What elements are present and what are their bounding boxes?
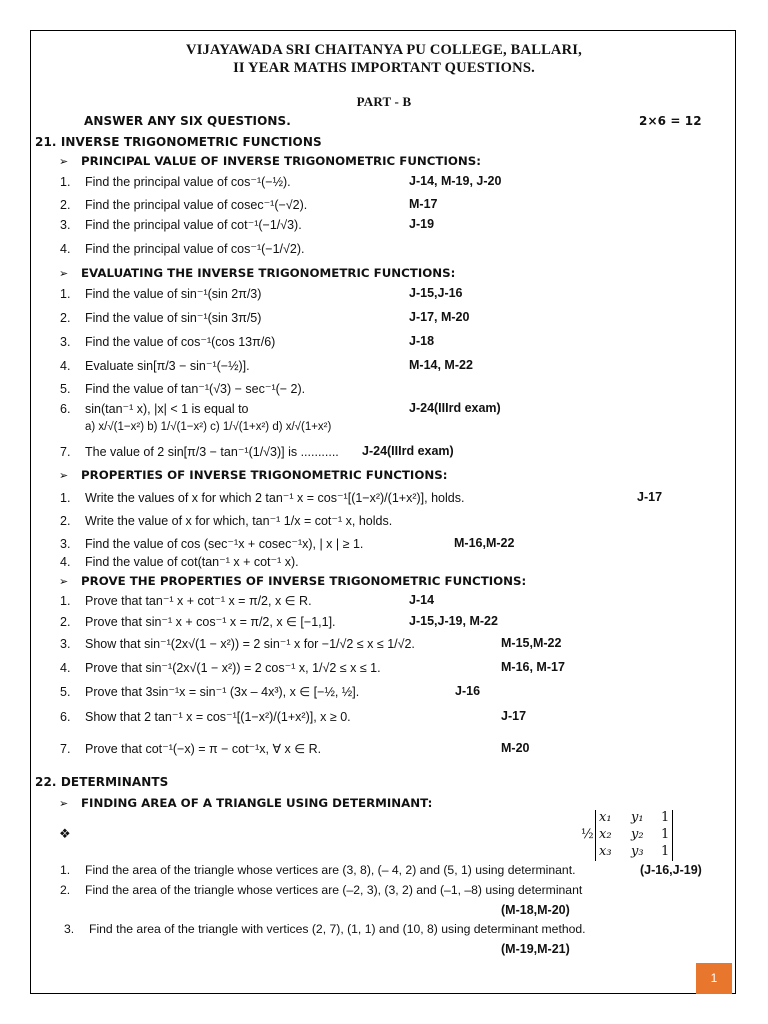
subsection-heading: [59, 266, 455, 280]
question-item: 3. Show that sin⁻¹(2x√(1 − x²)) = 2 sin⁻¹ x for −1/√2 ≤ x ≤ 1/√2.: [60, 637, 415, 651]
question-item: 2. Prove that sin⁻¹ x + cos⁻¹ x = π/2, x ∈ [−1,1].: [60, 615, 336, 629]
exam-reference: M-15,M-22: [501, 636, 562, 650]
document-title: II YEAR MATHS IMPORTANT QUESTIONS.: [233, 60, 535, 76]
subsection-title: PROVE THE PROPERTIES OF INVERSE TRIGONOMETRIC FUNCTIONS:: [81, 574, 527, 588]
arrow-bullet-icon: ➢: [59, 267, 69, 280]
question-item: 3. Find the value of cos⁻¹(cos 13π/6): [60, 335, 276, 349]
question-item: 4. Prove that sin⁻¹(2x√(1 − x²)) = 2 cos⁻¹ x, 1/√2 ≤ x ≤ 1.: [60, 661, 381, 675]
exam-reference: J-15,J-16: [409, 286, 463, 300]
subsection-title: PRINCIPAL VALUE OF INVERSE TRIGONOMETRIC FUNCTIONS:: [81, 154, 481, 168]
section-title: 22. DETERMINANTS: [35, 775, 169, 789]
exam-reference: J-18: [409, 334, 435, 348]
subsection-title: EVALUATING THE INVERSE TRIGONOMETRIC FUNCTIONS:: [81, 266, 456, 280]
exam-reference: J-17, M-20: [409, 310, 470, 324]
exam-reference: (J-16,J-19): [640, 863, 702, 877]
matrix-cell: y₂: [631, 827, 644, 842]
area-determinant-formula: [581, 809, 677, 863]
question-item: 3. Find the principal value of cot⁻¹(−1/√3).: [60, 218, 302, 232]
matrix-cell: x₂: [599, 827, 612, 842]
matrix-cell: y₃: [631, 844, 644, 859]
arrow-bullet-icon: ➢: [59, 155, 69, 168]
question-item: 6. Show that 2 tan⁻¹ x = cos⁻¹[(1−x²)/(1+x²)], x ≥ 0.: [60, 710, 351, 724]
matrix-cell: x₁: [599, 810, 612, 825]
question-item: 1. Prove that tan⁻¹ x + cot⁻¹ x = π/2, x ∈ R.: [60, 594, 312, 608]
college-name: VIJAYAWADA SRI CHAITANYA PU COLLEGE, BALLARI,: [186, 42, 582, 58]
exam-reference: J-16: [455, 684, 481, 698]
question-item: 6. sin(tan⁻¹ x), |x| < 1 is equal to: [60, 402, 249, 416]
exam-reference: M-14, M-22: [409, 358, 473, 372]
question-item: 2. Find the value of sin⁻¹(sin 3π/5): [60, 311, 262, 325]
half-factor: ½: [581, 827, 594, 842]
exam-reference: J-19: [409, 217, 435, 231]
matrix-cell: 1: [661, 810, 670, 825]
matrix-cell: x₃: [599, 844, 612, 859]
question-item: 3. Find the area of the triangle with vertices (2, 7), (1, 1) and (10, 8) using determinant method.: [64, 922, 586, 936]
diamond-bullet-icon: ❖: [59, 826, 71, 841]
question-item: 7. The value of 2 sin[π/3 − tan⁻¹(1/√3)] is ...........: [60, 445, 339, 459]
question-item: 1. Find the value of sin⁻¹(sin 2π/3): [60, 287, 262, 301]
exam-reference: J-14, M-19, J-20: [409, 174, 502, 188]
marks-scheme: 2×6 = 12: [639, 114, 702, 128]
question-item: 4. Find the principal value of cos⁻¹(−1/√2).: [60, 242, 305, 256]
subsection-heading: [59, 154, 481, 168]
exam-reference: M-16, M-17: [501, 660, 565, 674]
question-item: 1. Write the values of x for which 2 tan⁻¹ x = cos⁻¹[(1−x²)/(1+x²)], holds.: [60, 491, 465, 505]
subsection-title: FINDING AREA OF A TRIANGLE USING DETERMINANT:: [81, 796, 433, 810]
exam-reference: (M-18,M-20): [501, 903, 570, 917]
question-item: 4. Evaluate sin[π/3 − sin⁻¹(−½)].: [60, 359, 250, 373]
exam-reference: (M-19,M-21): [501, 942, 570, 956]
subsection-heading: [59, 796, 432, 810]
question-item: 5. Prove that 3sin⁻¹x = sin⁻¹ (3x – 4x³), x ∈ [−½, ½].: [60, 685, 360, 699]
instruction: ANSWER ANY SIX QUESTIONS.: [84, 114, 291, 128]
arrow-bullet-icon: ➢: [59, 797, 69, 810]
question-item: 2. Find the area of the triangle whose vertices are (–2, 3), (3, 2) and (–1, –8) using determinant: [60, 883, 583, 897]
matrix-cell: 1: [661, 844, 670, 859]
determinant-right-bar: [672, 810, 673, 861]
question-item: 4. Find the value of cot(tan⁻¹ x + cot⁻¹ x).: [60, 555, 299, 569]
question-item: 1. Find the principal value of cos⁻¹(−½).: [60, 175, 291, 189]
arrow-bullet-icon: ➢: [59, 469, 69, 482]
question-item: 5. Find the value of tan⁻¹(√3) − sec⁻¹(− 2).: [60, 382, 306, 396]
matrix-cell: y₁: [631, 810, 644, 825]
exam-reference: J-24(IIIrd exam): [409, 401, 501, 415]
matrix-cell: 1: [661, 827, 670, 842]
question-item: 1. Find the area of the triangle whose vertices are (3, 8), (– 4, 2) and (5, 1) using determinant.: [60, 863, 576, 877]
exam-reference: J-15,J-19, M-22: [409, 614, 498, 628]
document-page: [30, 30, 736, 994]
question-item: 3. Find the value of cos (sec⁻¹x + cosec⁻¹x), | x | ≥ 1.: [60, 537, 364, 551]
subsection-heading: [59, 574, 526, 588]
part-heading: PART - B: [356, 94, 412, 109]
exam-reference: J-17: [637, 490, 663, 504]
subsection-heading: [59, 468, 447, 482]
subsection-title: PROPERTIES OF INVERSE TRIGONOMETRIC FUNCTIONS:: [81, 468, 448, 482]
exam-reference: M-20: [501, 741, 530, 755]
page-number: 1: [696, 963, 732, 994]
exam-reference: M-17: [409, 197, 438, 211]
exam-reference: M-16,M-22: [454, 536, 515, 550]
answer-options: a) x/√(1−x²) b) 1/√(1−x²) c) 1/√(1+x²) d) x/√(1+x²): [85, 421, 332, 433]
exam-reference: J-17: [501, 709, 527, 723]
exam-reference: J-24(IIIrd exam): [362, 444, 454, 458]
question-item: 7. Prove that cot⁻¹(−x) = π − cot⁻¹x, ∀ x ∈ R.: [60, 742, 322, 756]
determinant-left-bar: [595, 810, 596, 861]
exam-reference: J-14: [409, 593, 435, 607]
arrow-bullet-icon: ➢: [59, 575, 69, 588]
section-title: 21. INVERSE TRIGONOMETRIC FUNCTIONS: [35, 135, 322, 149]
question-item: 2. Write the value of x for which, tan⁻¹ 1/x = cot⁻¹ x, holds.: [60, 514, 393, 528]
question-item: 2. Find the principal value of cosec⁻¹(−√2).: [60, 198, 308, 212]
